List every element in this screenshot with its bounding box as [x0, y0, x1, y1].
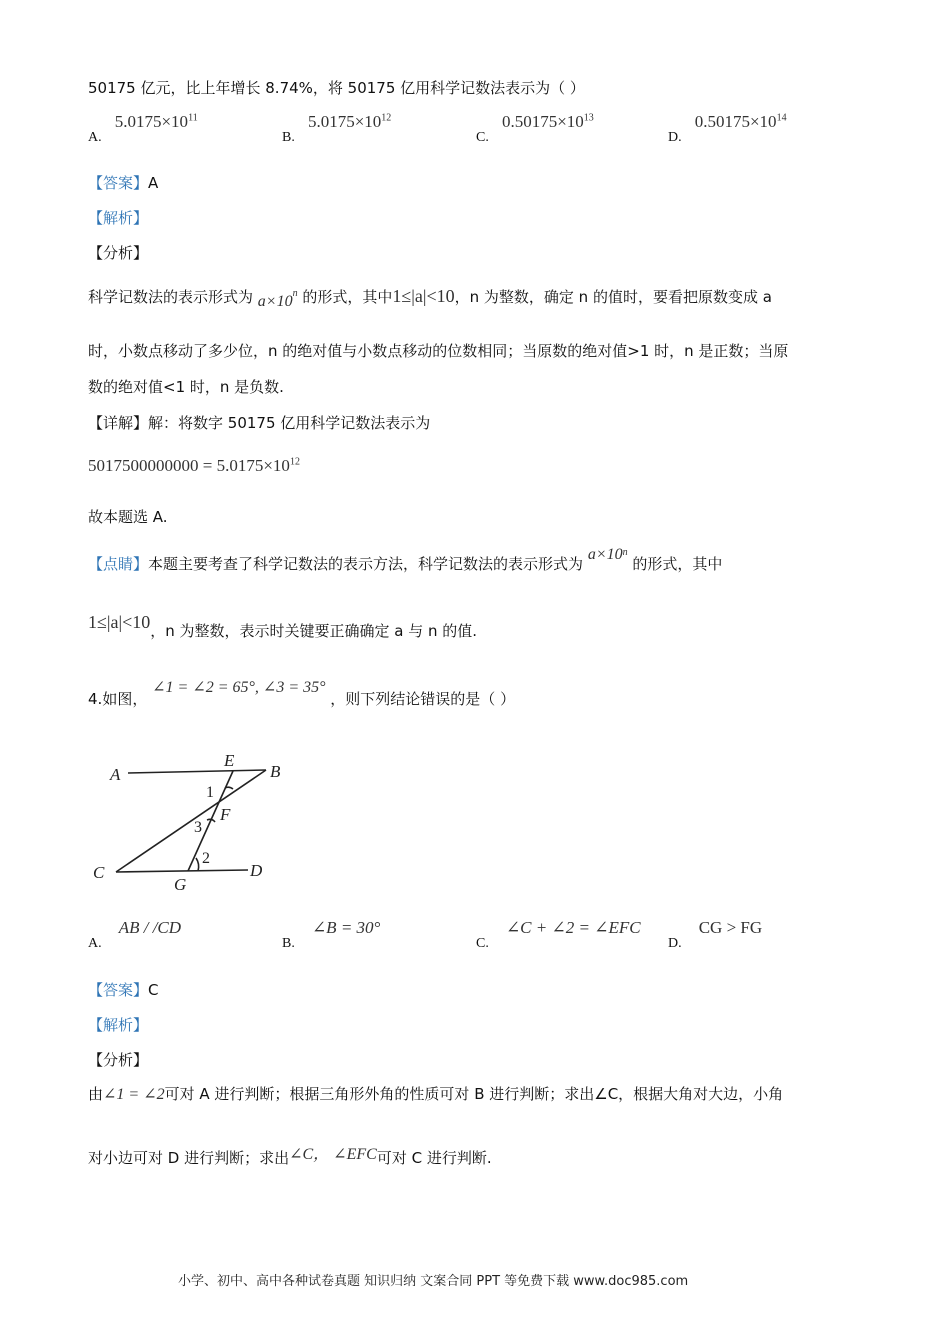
- option-label: D.: [668, 130, 682, 145]
- math: a×10: [587, 546, 623, 563]
- math: ∠C， ∠EFC: [289, 1146, 377, 1163]
- detail-tag: 【详解】: [88, 414, 149, 432]
- option-exp: 12: [381, 112, 392, 124]
- q3-fenxi-line2: 时，小数点移动了多少位，n 的绝对值与小数点移动的位数相同；当原数的绝对值>1 时，n 是正数；当原: [88, 342, 789, 360]
- answer-tag: 【答案】: [88, 981, 149, 999]
- angle-2-arc: [196, 858, 199, 871]
- text: ，n 为整数，表示时关键要正确确定 a 与 n 的值.: [150, 622, 478, 640]
- option-value: AB / /CD: [118, 918, 182, 937]
- math: 1≤|a|<10: [392, 286, 455, 306]
- label-angle-2: 2: [202, 850, 210, 867]
- q3-note-line2: [88, 612, 478, 641]
- label-f: F: [220, 805, 231, 824]
- option-label: A.: [88, 936, 102, 951]
- q3-conclusion: 故本题选 A.: [88, 508, 168, 526]
- text: 如图，: [102, 690, 148, 708]
- q4-option-c: [476, 918, 641, 951]
- text: 可对 C 进行判断.: [376, 1149, 492, 1167]
- option-exp: 14: [776, 112, 787, 124]
- math-exp: n: [292, 288, 298, 299]
- text: 对小边可对 D 进行判断；求出: [88, 1149, 290, 1167]
- question-number: 4.: [88, 690, 103, 708]
- q3-option-b: [282, 112, 392, 145]
- option-value: CG > FG: [698, 918, 763, 937]
- option-exp: 13: [583, 112, 594, 124]
- equation-exp: 12: [289, 456, 300, 468]
- option-value: ∠C + ∠2 = ∠EFC: [505, 918, 641, 937]
- label-angle-3: 3: [194, 819, 202, 836]
- answer-value: C: [148, 981, 159, 999]
- option-label: B.: [282, 936, 295, 951]
- option-label: C.: [476, 130, 489, 145]
- q4-option-b: [282, 918, 381, 951]
- q3-note-line1: [88, 546, 723, 574]
- option-label: B.: [282, 130, 295, 145]
- label-e: E: [224, 751, 235, 770]
- q3-answer-line: [88, 172, 158, 193]
- text: ，则下列结论错误的是（ ）: [330, 690, 516, 708]
- text: 本题主要考查了科学记数法的表示方法，科学记数法的表示形式为: [148, 555, 584, 573]
- q4-answer-line: [88, 979, 159, 1000]
- option-value: ∠B = 30°: [311, 918, 381, 937]
- text: ，n 为整数，确定 n 的值时，要看把原数变成 a: [454, 288, 772, 306]
- text: 的形式，其中: [302, 288, 393, 306]
- option-label: A.: [88, 130, 102, 145]
- text: 可对 A 进行判断；根据三角形外角的性质可对 B 进行判断；求出∠C，根据大角对大边，小角: [164, 1085, 784, 1103]
- q3-fenxi-line3: 数的绝对值<1 时，n 是负数.: [88, 378, 284, 396]
- q4-option-d: [668, 918, 763, 951]
- text: 的形式，其中: [632, 555, 723, 573]
- text: 科学记数法的表示形式为: [88, 288, 254, 306]
- math: ∠1 = ∠2 = 65°, ∠3 = 35°: [152, 679, 326, 696]
- angle-1-arc: [225, 787, 233, 789]
- q4-option-a: [88, 918, 182, 951]
- q3-option-c: [476, 112, 594, 145]
- option-exp: 11: [188, 112, 198, 124]
- q3-stem: 50175 亿元，比上年增长 8.74%，将 50175 亿用科学记数法表示为（ ）: [88, 79, 585, 97]
- q3-detail-line: [88, 412, 430, 433]
- q3-fenxi-tag: 【分析】: [88, 244, 149, 262]
- note-tag: 【点睛】: [88, 555, 149, 573]
- label-a: A: [110, 765, 121, 784]
- line-cb: [116, 770, 266, 872]
- q3-fenxi-line1: [88, 286, 772, 310]
- option-value: 0.50175×10: [694, 112, 777, 131]
- answer-value: A: [148, 174, 159, 192]
- equation: 5017500000000 = 5.0175×10: [88, 456, 290, 475]
- math-exp: n: [622, 547, 628, 558]
- option-value: 5.0175×10: [114, 112, 189, 131]
- footer-text: 小学、初中、高中各种试卷真题 知识归纳 文案合同 PPT 等免费下载 www.doc985.com: [178, 1274, 689, 1289]
- option-value: 5.0175×10: [307, 112, 382, 131]
- math: 1≤|a|<10: [88, 612, 151, 632]
- text: 由: [88, 1085, 104, 1103]
- q3-detail-equation: [88, 456, 300, 476]
- q4-stem: [88, 679, 516, 709]
- line-cd: [116, 870, 248, 872]
- q4-figure: [88, 750, 298, 900]
- q4-fenxi-tag: 【分析】: [88, 1051, 149, 1069]
- option-label: C.: [476, 936, 489, 951]
- option-value: 0.50175×10: [501, 112, 584, 131]
- label-b: B: [270, 762, 281, 781]
- q3-jiexi-tag: 【解析】: [88, 209, 149, 227]
- label-angle-1: 1: [206, 784, 214, 801]
- q4-jiexi-tag: 【解析】: [88, 1016, 149, 1034]
- q4-fenxi-line2: [88, 1145, 492, 1168]
- q3-option-d: [668, 112, 787, 145]
- detail-text: 解：将数字 50175 亿用科学记数法表示为: [148, 414, 431, 432]
- line-ab: [128, 770, 266, 773]
- q4-fenxi-line1: [88, 1083, 783, 1104]
- label-c: C: [93, 863, 105, 882]
- label-d: D: [250, 861, 263, 880]
- geometry-figure: [88, 750, 298, 900]
- math: a×10: [257, 293, 293, 310]
- label-g: G: [174, 875, 187, 894]
- q3-option-a: [88, 112, 198, 145]
- answer-tag: 【答案】: [88, 174, 149, 192]
- option-label: D.: [668, 936, 682, 951]
- math: ∠1 = ∠2: [103, 1086, 165, 1103]
